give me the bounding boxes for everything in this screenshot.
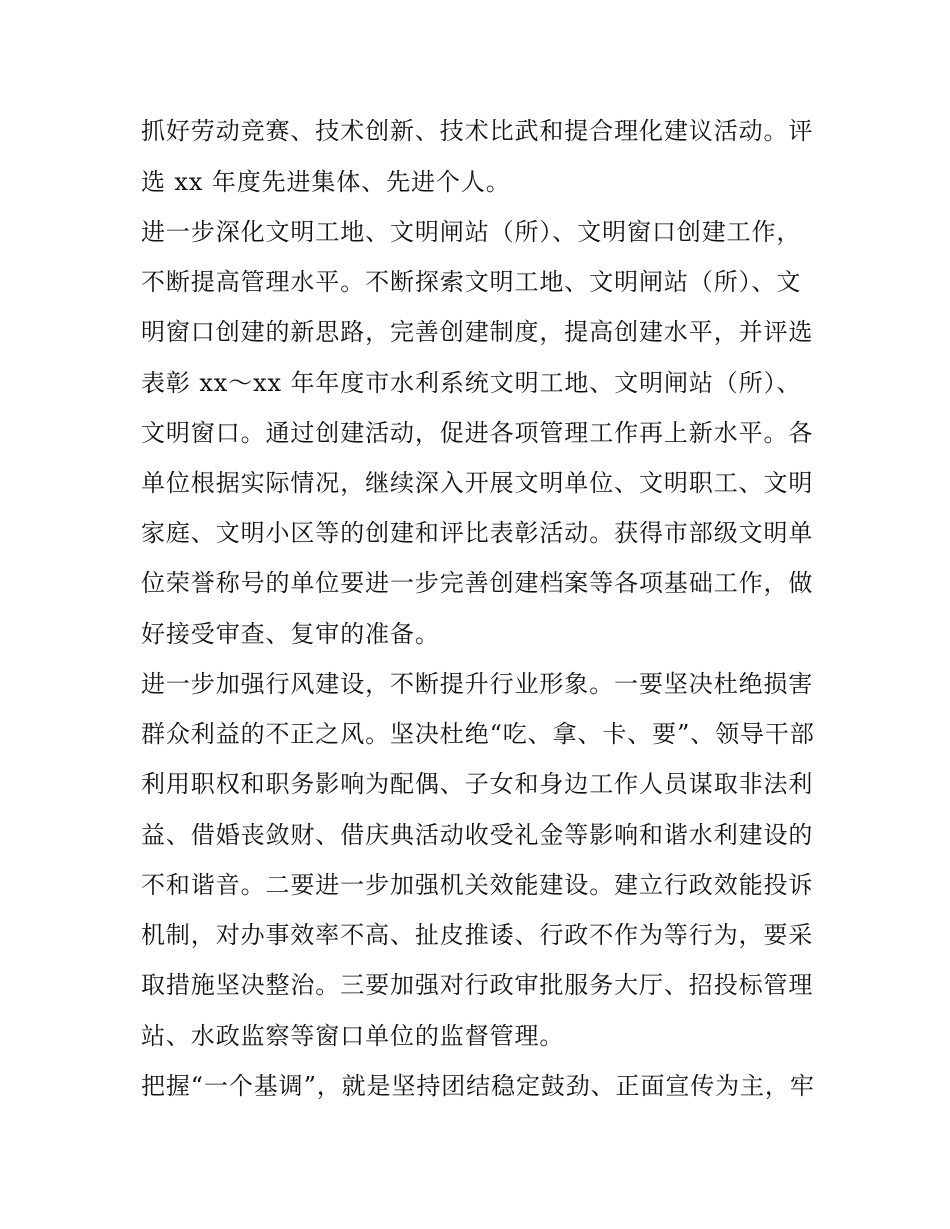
text-line: 站、水政监察等窗口单位的监督管理。 [141, 1022, 565, 1050]
text-line: 取措施坚决整治。三要加强对行政审批服务大厅、招投标管理 [141, 971, 814, 999]
text-line: 家庭、文明小区等的创建和评比表彰活动。获得市部级文明单 [141, 519, 814, 547]
text-line: 不和谐音。二要进一步加强机关效能建设。建立行政效能投诉 [141, 871, 814, 899]
text-line: 利用职权和职务影响为配偶、子女和身边工作人员谋取非法利 [141, 770, 814, 798]
text-line: 抓好劳动竞赛、技术创新、技术比武和提合理化建议活动。评 [141, 117, 814, 145]
text-line: 单位根据实际情况，继续深入开展文明单位、文明职工、文明 [141, 469, 814, 497]
text-line: 进一步深化文明工地、文明闸站（所）、文明窗口创建工作， [141, 218, 802, 246]
text-line: 益、借婚丧敛财、借庆典活动收受礼金等影响和谐水利建设的 [141, 821, 814, 849]
text-line: 位荣誉称号的单位要进一步完善创建档案等各项基础工作，做 [141, 569, 814, 597]
text-line: 表彰 xx～xx 年年度市水利系统文明工地、文明闸站（所）、 [141, 369, 802, 397]
text-line: 文明窗口。通过创建活动，促进各项管理工作再上新水平。各 [141, 419, 814, 447]
text-line: 明窗口创建的新思路，完善创建制度，提高创建水平，并评选 [141, 318, 814, 346]
text-line: 机制，对办事效率不高、扯皮推诿、行政不作为等行为，要采 [141, 921, 814, 949]
text-line: 选 xx 年度先进集体、先进个人。 [141, 168, 511, 196]
text-line: 群众利益的不正之风。坚决杜绝“吃、拿、卡、要”、领导干部 [141, 720, 815, 748]
text-line: 进一步加强行风建设，不断提升行业形象。一要坚决杜绝损害 [141, 670, 814, 698]
text-line: 把握“一个基调”，就是坚持团结稳定鼓劲、正面宣传为主，牢 [141, 1072, 815, 1100]
text-line: 好接受审查、复审的准备。 [141, 620, 440, 648]
text-line: 不断提高管理水平。不断探索文明工地、文明闸站（所）、文 [141, 268, 802, 296]
